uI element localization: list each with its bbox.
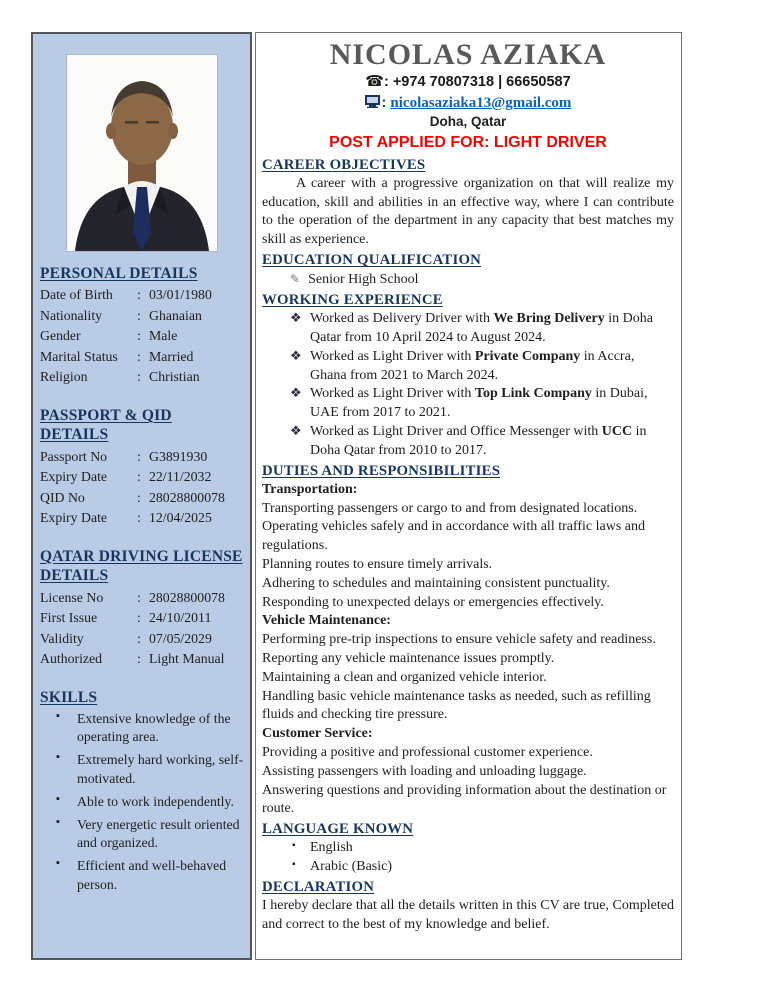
candidate-name: NICOLAS AZIAKA bbox=[329, 38, 607, 71]
duty-line: Adhering to schedules and maintaining consistent punctuality. bbox=[262, 575, 610, 591]
license-row: License No : 28028800078 bbox=[40, 589, 225, 605]
license-row: Validity : 07/05/2029 bbox=[40, 630, 212, 646]
sidebar bbox=[31, 32, 252, 960]
language-known-title: LANGUAGE KNOWN bbox=[262, 821, 414, 838]
company-name: We Bring Delivery bbox=[493, 311, 605, 327]
personal-row: Gender : Male bbox=[40, 328, 178, 344]
personal-row: Nationality : Ghanaian bbox=[40, 307, 202, 323]
language-list bbox=[262, 839, 674, 877]
passport-qid-title: PASSPORT & QID DETAILS bbox=[40, 406, 172, 444]
duty-line: Answering questions and providing information about the destination or route. bbox=[262, 782, 667, 817]
language-item: ▪ Arabic (Basic) bbox=[262, 858, 674, 877]
duty-line: Assisting passengers with loading and unloading luggage. bbox=[262, 763, 587, 779]
square-bullet-icon: ▪ bbox=[292, 840, 296, 852]
experience-item: ❖ Worked as Light Driver with Top Link Company in Dubai, UAE from 2017 to 2021. bbox=[290, 386, 648, 421]
passport-row: Passport No : G3891930 bbox=[40, 448, 208, 464]
skill-item: ▪ Efficient and well-behaved person. bbox=[56, 857, 227, 892]
skill-item: ▪ Able to work independently. bbox=[56, 792, 234, 809]
portrait-illustration bbox=[67, 55, 217, 251]
experience-list bbox=[262, 310, 674, 460]
duty-group-heading: Customer Service: bbox=[262, 726, 373, 742]
email-line: : nicolasaziaka13@gmail.com bbox=[262, 93, 674, 114]
skill-item: ▪ Extremely hard working, self-motivated. bbox=[56, 751, 244, 786]
passport-row: Expiry Date : 12/04/2025 bbox=[40, 510, 212, 526]
skills-section bbox=[33, 688, 250, 894]
duties-title: DUTIES AND RESPONSIBILITIES bbox=[262, 462, 501, 479]
main-content bbox=[255, 32, 682, 960]
passport-row: QID No : 28028800078 bbox=[40, 489, 225, 505]
license-row: Authorized : Light Manual bbox=[40, 651, 225, 667]
skills-list bbox=[40, 710, 244, 894]
declaration-text: I hereby declare that all the details written in this CV are true, Completed and correct to the best of my knowledge and belief. bbox=[262, 898, 674, 933]
career-objectives-title: CAREER OBJECTIVES bbox=[262, 156, 426, 173]
duty-group-heading: Transportation: bbox=[262, 481, 358, 497]
duty-line: Planning routes to ensure timely arrivals. bbox=[262, 557, 493, 573]
language-item: ▪ English bbox=[262, 839, 674, 858]
career-objectives-text: A career with a progressive organization on that will realize my education, skill and abilities in an effective way, where I can contribute to the operation of the department in any capacity that best matches my skill as experience. bbox=[262, 175, 674, 248]
education-title: EDUCATION QUALIFICATION bbox=[262, 251, 482, 268]
personal-row: Date of Birth : 03/01/1980 bbox=[40, 287, 212, 303]
working-experience-title: WORKING EXPERIENCE bbox=[262, 291, 443, 308]
duty-line: Transporting passengers or cargo to and from designated locations. bbox=[262, 500, 638, 516]
square-bullet-icon: ▪ bbox=[56, 815, 60, 828]
duty-line: Maintaining a clean and organized vehicle interior. bbox=[262, 669, 547, 685]
location: Doha, Qatar bbox=[429, 114, 507, 130]
declaration-title: DECLARATION bbox=[262, 879, 375, 895]
personal-details-section bbox=[33, 264, 250, 386]
duty-line: Handling basic vehicle maintenance tasks as needed, such as refilling fluids and checking tire pressure. bbox=[262, 688, 651, 723]
diamond-bullet-icon: ❖ bbox=[290, 386, 302, 402]
duty-line: Performing pre-trip inspections to ensure vehicle safety and readiness. bbox=[262, 632, 656, 648]
square-bullet-icon: ▪ bbox=[56, 792, 60, 805]
duty-line: Reporting any vehicle maintenance issues promptly. bbox=[262, 651, 555, 666]
email-link[interactable]: nicolasaziaka13@gmail.com bbox=[390, 94, 572, 111]
square-bullet-icon: ▪ bbox=[56, 709, 60, 722]
duty-line: Operating vehicles safely and in accordance with all traffic laws and regulations. bbox=[262, 519, 646, 554]
diamond-bullet-icon: ❖ bbox=[290, 348, 302, 364]
personal-row: Marital Status : Married bbox=[40, 348, 194, 364]
pencil-bullet-icon: ✎ bbox=[290, 272, 301, 287]
skill-item: ▪ Very energetic result oriented and organized. bbox=[56, 815, 240, 851]
duty-line: Responding to unexpected delays or emergencies effectively. bbox=[262, 594, 604, 610]
phone-line: ☎: +974 70807318 | 66650587 bbox=[365, 72, 571, 90]
company-name: Private Company bbox=[474, 348, 581, 364]
phone-icon: ☎ bbox=[365, 72, 384, 90]
experience-item: ❖ Worked as Light Driver with Private Company in Accra, Ghana from 2021 to March 2024. bbox=[290, 348, 635, 383]
diamond-bullet-icon: ❖ bbox=[290, 424, 302, 439]
profile-photo bbox=[67, 55, 217, 251]
skills-title: SKILLS bbox=[40, 688, 98, 706]
personal-details-title: PERSONAL DETAILS bbox=[40, 265, 198, 282]
driving-license-section bbox=[33, 547, 250, 668]
company-name: UCC bbox=[601, 424, 633, 439]
company-name: Top Link Company bbox=[474, 386, 592, 402]
duty-group-heading: Vehicle Maintenance: bbox=[262, 613, 391, 629]
skill-item: ▪ Extensive knowledge of the operating area. bbox=[56, 709, 231, 745]
experience-item: ❖ Worked as Delivery Driver with We Bring Delivery in Doha Qatar from 10 April 2024 to August 2024. bbox=[290, 311, 653, 346]
driving-license-title: QATAR DRIVING LICENSE DETAILS bbox=[40, 547, 243, 585]
square-bullet-icon: ▪ bbox=[56, 751, 60, 764]
square-bullet-icon: ▪ bbox=[292, 859, 296, 871]
education-item: ✎ Senior High School bbox=[290, 272, 419, 288]
personal-row: Religion : Christian bbox=[40, 369, 200, 385]
square-bullet-icon: ▪ bbox=[56, 857, 60, 870]
passport-qid-section bbox=[33, 406, 250, 527]
experience-item: ❖ Worked as Light Driver and Office Messenger with UCC in Doha Qatar from 2010 to 2017. bbox=[290, 424, 647, 458]
post-applied: POST APPLIED FOR: LIGHT DRIVER bbox=[329, 134, 607, 152]
duty-line: Providing a positive and professional customer experience. bbox=[262, 744, 593, 760]
phone-numbers: +974 70807318 | 66650587 bbox=[392, 74, 571, 90]
passport-row: Expiry Date : 22/11/2032 bbox=[40, 469, 212, 485]
license-row: First Issue : 24/10/2011 bbox=[40, 610, 212, 626]
diamond-bullet-icon: ❖ bbox=[290, 311, 302, 327]
computer-monitor-icon bbox=[365, 95, 380, 108]
